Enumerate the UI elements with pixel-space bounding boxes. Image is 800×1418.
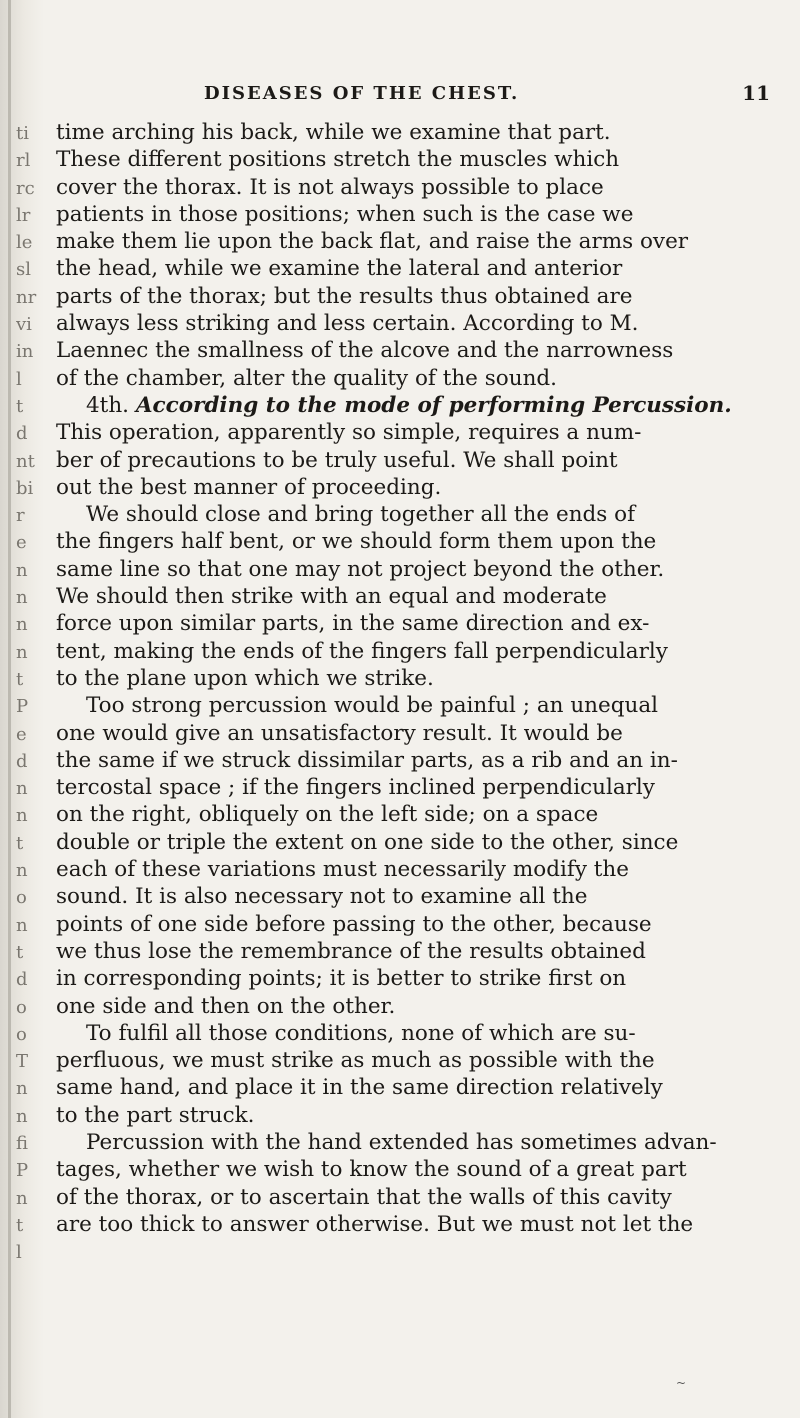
text-line-content: on the right, obliquely on the left side; on a space bbox=[56, 802, 599, 828]
text-line bbox=[56, 1156, 786, 1183]
text-line-content: of the chamber, alter the quality of the sound. bbox=[56, 365, 558, 391]
text-line-content: to the part struck. bbox=[56, 1102, 255, 1128]
text-line-content: parts of the thorax; but the results thus obtained are bbox=[56, 283, 633, 309]
text-line bbox=[56, 774, 786, 801]
text-line bbox=[56, 993, 786, 1020]
text-line-content: perfluous, we must strike as much as possible with the bbox=[56, 1048, 655, 1074]
text-line bbox=[56, 692, 786, 719]
text-line-content: make them lie upon the back flat, and raise the arms over bbox=[56, 229, 689, 255]
text-line-content: are too thick to answer otherwise. But we must not let the bbox=[56, 1211, 694, 1237]
text-line-content: one would give an unsatisfactory result. It would be bbox=[56, 720, 623, 746]
text-line-content: sound. It is also necessary not to examine all the bbox=[56, 884, 588, 910]
running-head: DISEASES OF THE CHEST. bbox=[204, 83, 520, 104]
text-line-content: double or triple the extent on one side to the other, since bbox=[56, 829, 679, 855]
text-line bbox=[56, 528, 786, 555]
text-line bbox=[56, 501, 786, 528]
page-gutter bbox=[0, 0, 44, 1418]
text-line-content: tages, whether we wish to know the sound of a great part bbox=[56, 1157, 687, 1183]
text-line-content: Too strong percussion would be painful ; an unequal bbox=[86, 693, 659, 719]
margin-bleed-through: ti rl rc lr le sl nr vi in l t d nt bi r e n n n n t P e d n n t n o n t d o o T n n fi P n t l bbox=[16, 123, 37, 1264]
text-line-content: out the best manner of proceeding. bbox=[56, 474, 442, 500]
text-line-content: each of these variations must necessarily modify the bbox=[56, 857, 630, 883]
text-line bbox=[56, 1102, 786, 1129]
text-line-content: the same if we struck dissimilar parts, as a rib and an in- bbox=[56, 747, 678, 773]
text-line-content: This operation, apparently so simple, requires a num- bbox=[56, 420, 642, 446]
text-line bbox=[56, 174, 786, 201]
text-line-content: Percussion with the hand extended has sometimes advan- bbox=[86, 1129, 717, 1155]
text-line bbox=[56, 1184, 786, 1211]
text-line-content: time arching his back, while we examine that part. bbox=[56, 120, 611, 145]
text-line bbox=[56, 1129, 786, 1156]
text-line bbox=[56, 1020, 786, 1047]
text-line-content: the head, while we examine the lateral and anterior bbox=[56, 256, 623, 282]
text-line-content: one side and then on the other. bbox=[56, 993, 396, 1019]
text-line bbox=[56, 474, 786, 501]
text-line bbox=[56, 310, 786, 337]
text-line bbox=[56, 337, 786, 364]
text-line bbox=[56, 146, 786, 173]
body-text bbox=[56, 119, 786, 1238]
text-line bbox=[56, 1211, 786, 1238]
text-line bbox=[56, 119, 786, 146]
page-header bbox=[64, 83, 784, 109]
text-line-content: tercostal space ; if the fingers inclined perpendicularly bbox=[56, 775, 655, 801]
text-line bbox=[56, 201, 786, 228]
text-line bbox=[56, 419, 786, 446]
text-line bbox=[56, 801, 786, 828]
text-line bbox=[56, 255, 786, 282]
text-line-content: same line so that one may not project beyond the other. bbox=[56, 556, 665, 582]
text-line-content: force upon similar parts, in the same direction and ex- bbox=[56, 611, 650, 637]
text-line-content: patients in those positions; when such is the case we bbox=[56, 201, 634, 227]
text-line bbox=[56, 856, 786, 883]
text-line bbox=[56, 747, 786, 774]
text-line-content: We should close and bring together all the ends of bbox=[86, 502, 636, 528]
text-line bbox=[56, 556, 786, 583]
text-line bbox=[56, 283, 786, 310]
text-line-content: tent, making the ends of the fingers fall perpendicularly bbox=[56, 638, 668, 664]
text-line bbox=[56, 610, 786, 637]
text-line bbox=[56, 911, 786, 938]
text-line-content: These different positions stretch the muscles which bbox=[56, 147, 620, 173]
text-line bbox=[56, 965, 786, 992]
text-line bbox=[56, 392, 786, 419]
text-line bbox=[56, 228, 786, 255]
text-line-content: of the thorax, or to ascertain that the walls of this cavity bbox=[56, 1184, 672, 1210]
text-line bbox=[56, 665, 786, 692]
text-line bbox=[56, 365, 786, 392]
page-number: 11 bbox=[742, 81, 770, 105]
text-line bbox=[56, 720, 786, 747]
binding-edge bbox=[8, 0, 11, 1418]
text-line-content: Laennec the smallness of the alcove and the narrowness bbox=[56, 338, 674, 364]
text-line bbox=[56, 883, 786, 910]
text-line bbox=[56, 1074, 786, 1101]
text-line bbox=[56, 938, 786, 965]
text-line-content: same hand, and place it in the same direction relatively bbox=[56, 1075, 663, 1101]
text-line-content: cover the thorax. It is not always possible to place bbox=[56, 174, 604, 200]
text-line-content: to the plane upon which we strike. bbox=[56, 665, 434, 691]
text-line bbox=[56, 638, 786, 665]
text-line-content: ber of precautions to be truly useful. We shall point bbox=[56, 447, 618, 473]
text-line bbox=[56, 1047, 786, 1074]
text-line bbox=[56, 583, 786, 610]
text-line-content: the fingers half bent, or we should form them upon the bbox=[56, 529, 657, 555]
text-line-content: in corresponding points; it is better to strike first on bbox=[56, 966, 627, 992]
text-line-content: we thus lose the remembrance of the results obtained bbox=[56, 938, 646, 964]
text-line-content: 4th. bbox=[86, 392, 136, 418]
italic-heading: According to the mode of performing Percussion. bbox=[135, 392, 732, 418]
text-line-content: points of one side before passing to the other, because bbox=[56, 911, 652, 937]
text-line-content: To fulfil all those conditions, none of which are su- bbox=[86, 1020, 636, 1046]
scan-mark: ~ bbox=[676, 1376, 687, 1390]
text-line-content: always less striking and less certain. According to M. bbox=[56, 311, 639, 337]
text-line bbox=[56, 447, 786, 474]
text-line-content: We should then strike with an equal and moderate bbox=[56, 584, 607, 610]
text-line bbox=[56, 829, 786, 856]
